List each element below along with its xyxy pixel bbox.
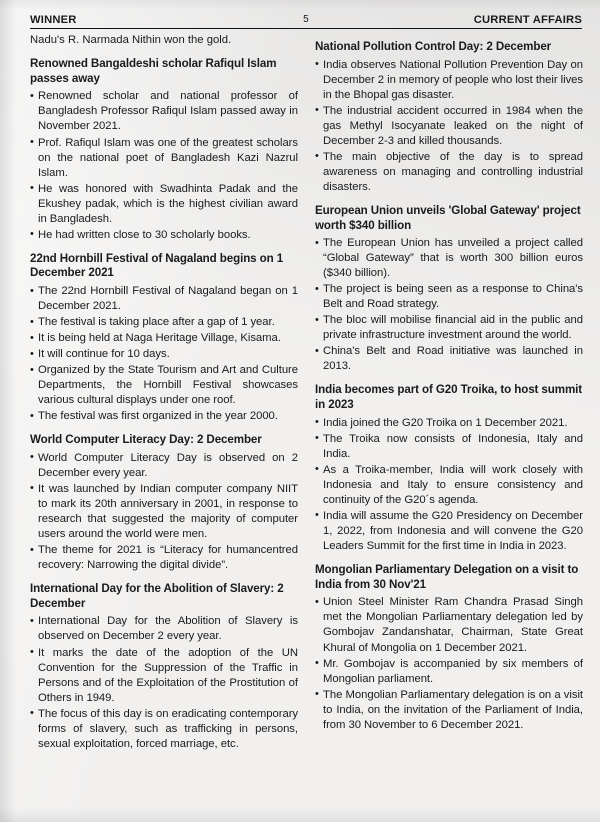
bullet-item: • The festival is taking place after a gap of 1 year.: [30, 315, 298, 330]
bullet-item: • The Troika now consists of Indonesia, Italy and India.: [315, 432, 583, 462]
bullet-item: • He was honored with Swadhinta Padak and the Ekushey padak, which is the highest civilian award in Bangladesh.: [30, 182, 298, 227]
bullet-item: • The theme for 2021 is “Literacy for humancentred recovery: Narrowing the digital divide”.: [30, 543, 298, 573]
bullet-item: • The bloc will mobilise financial aid in the public and private infrastructure investment around the world.: [315, 313, 583, 343]
bullet-item: • Mr. Gombojav is accompanied by six members of Mongolian parliament.: [315, 657, 583, 687]
bullet-item: • World Computer Literacy Day is observed on 2 December every year.: [30, 451, 298, 481]
bullet-item: • It was launched by Indian computer company NIIT to mark its 20th anniversary in 2001, in response to research that suggested the majority of computer users around the world were men.: [30, 482, 298, 542]
page-left-shading: [0, 0, 16, 822]
bullet-item: • The 22nd Hornbill Festival of Nagaland began on 1 December 2021.: [30, 284, 298, 314]
left-column: [30, 33, 298, 753]
section-heading: European Union unveils 'Global Gateway' project worth $340 billion: [315, 203, 581, 232]
carryover-paragraph: Nadu's R. Narmada Nithin won the gold.: [30, 34, 232, 46]
bullet-item: • India observes National Pollution Prevention Day on December 2 in memory of people who lost their lives in the Bhopal gas disaster.: [315, 58, 583, 103]
running-head-right: CURRENT AFFAIRS: [473, 14, 582, 26]
bullet-item: • The focus of this day is on eradicating contemporary forms of slavery, such as trafficking in persons, sexual exploitation, forced marriage, etc.: [30, 707, 298, 752]
bullet-item: • India will assume the G20 Presidency on December 1, 2022, from Indonesia and will convene the G20 Leaders Summit for the first time in India in 2023.: [315, 509, 583, 554]
page-number: 5: [303, 14, 309, 25]
running-head: [30, 14, 582, 29]
page-bottom-shading: [0, 808, 600, 822]
bullet-item: • The project is being seen as a response to China's Belt and Road strategy.: [315, 282, 583, 312]
section-heading: World Computer Literacy Day: 2 December: [30, 433, 262, 447]
bullet-item: • The festival was first organized in the year 2000.: [30, 409, 298, 424]
bullet-item: • It is being held at Naga Heritage Village, Kisama.: [30, 331, 298, 346]
bullet-item: • International Day for the Abolition of Slavery is observed on December 2 every year.: [30, 614, 298, 644]
bullet-item: • Renowned scholar and national professor of Bangladesh Professor Rafiqul Islam passed away in November 2021.: [30, 89, 298, 134]
section-heading: India becomes part of G20 Troika, to host summit in 2023: [315, 383, 583, 412]
bullet-item: • The European Union has unveiled a project called “Global Gateway” that is worth 300 billion euros ($340 billion).: [315, 236, 583, 281]
page-top-shading: [0, 0, 600, 10]
bullet-item: • He had written close to 30 scholarly books.: [30, 228, 298, 243]
section-heading: National Pollution Control Day: 2 December: [315, 40, 552, 53]
running-head-left: WINNER: [30, 14, 77, 26]
section-heading: 22nd Hornbill Festival of Nagaland begins on 1 December 2021: [30, 251, 284, 280]
bullet-item: • The main objective of the day is to spread awareness on managing and controlling industrial disasters.: [315, 150, 583, 195]
bullet-item: • The industrial accident occurred in 1984 when the gas Methyl Isocyanate leaked on the night of December 2-3 and killed thousands.: [315, 104, 583, 149]
section-heading: Renowned Bangaldeshi scholar Rafiqul Islam passes away: [30, 57, 277, 85]
bullet-item: • Union Steel Minister Ram Chandra Prasad Singh met the Mongolian Parliamentary delegation led by Gombojav Zandanshatar, Chairman, State Great Khural of Mongolia on 1 December 2021.: [315, 595, 583, 655]
bullet-item: • It will continue for 10 days.: [30, 347, 298, 362]
bullet-item: • It marks the date of the adoption of the UN Convention for the Suppression of the Traffic in Persons and of the Exploitation of the Prostitution of Others in 1949.: [30, 646, 298, 706]
bullet-item: • Organized by the State Tourism and Art and Culture Departments, the Hornbill Festival showcases various cultural displays under one roof.: [30, 363, 298, 408]
section-heading: International Day for the Abolition of Slavery: 2 December: [30, 582, 284, 610]
bullet-item: • As a Troika-member, India will work closely with Indonesia and Italy to ensure consistency and continuity of the G20´s agenda.: [315, 463, 583, 508]
bullet-item: • The Mongolian Parliamentary delegation is on a visit to India, on the invitation of the Parliament of India, from 30 November to 6 December 2021.: [315, 688, 583, 733]
bullet-item: • China's Belt and Road initiative was launched in 2013.: [315, 344, 583, 374]
right-column: [315, 33, 583, 753]
bullet-item: • India joined the G20 Troika on 1 December 2021.: [315, 416, 583, 431]
section-heading: Mongolian Parliamentary Delegation on a visit to India from 30 Nov'21: [315, 563, 579, 591]
two-column-body: [30, 33, 582, 753]
bullet-item: • Prof. Rafiqul Islam was one of the greatest scholars on the national poet of Bangladesh Kazi Nazrul Islam.: [30, 136, 298, 181]
